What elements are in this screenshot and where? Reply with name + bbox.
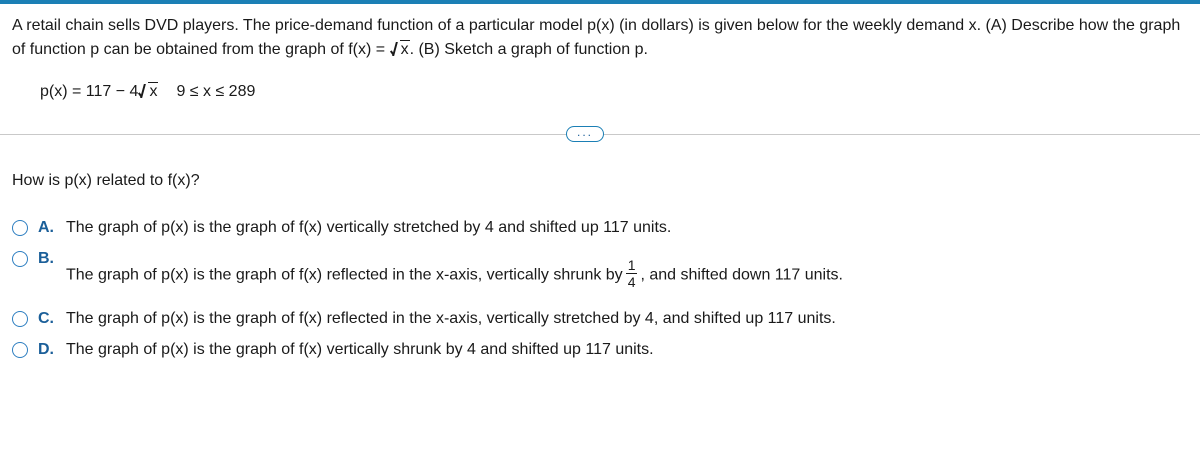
radio-option-a[interactable] xyxy=(12,220,28,236)
formula-radical-sign xyxy=(141,84,146,98)
option-b-text-part2: , and shifted down 117 units. xyxy=(640,266,843,284)
option-a-text: The graph of p(x) is the graph of f(x) vertically stretched by 4 and shifted up 117 units. xyxy=(66,219,672,236)
radio-option-b[interactable] xyxy=(12,251,28,267)
question-text-part1: A retail chain sells DVD players. The price-demand function of a particular model p(x) (in dollars) is given below for the weekly demand x. (A) Describe how the graph of function p can be obtained from the graph of f(x) = xyxy=(12,17,1181,58)
sqrt-expression xyxy=(391,38,410,62)
ellipsis-icon: ... xyxy=(576,125,593,139)
formula-radicand: x xyxy=(149,83,158,100)
top-accent-bar xyxy=(0,0,1200,4)
fraction-one-fourth xyxy=(626,257,638,290)
option-d-letter: D. xyxy=(38,341,54,358)
show-more-button[interactable] xyxy=(566,126,604,142)
question-text xyxy=(12,14,1192,62)
formula-domain: 9 ≤ x ≤ 289 xyxy=(176,83,256,100)
option-a-letter: A. xyxy=(38,219,54,236)
fraction-numerator: 1 xyxy=(627,257,636,273)
formula-lhs: p(x) = 117 − 4 xyxy=(40,83,139,100)
option-d-text: The graph of p(x) is the graph of f(x) vertically shrunk by 4 and shifted up 117 units. xyxy=(66,341,654,358)
question-prompt: How is p(x) related to f(x)? xyxy=(12,172,200,189)
option-a[interactable] xyxy=(12,218,1112,238)
question-text-part2: . (B) Sketch a graph of function p. xyxy=(409,41,648,58)
radical-sign xyxy=(392,42,397,56)
formula-sqrt xyxy=(139,80,158,104)
option-c-letter: C. xyxy=(38,310,54,327)
option-d[interactable] xyxy=(12,340,1112,360)
radio-option-c[interactable] xyxy=(12,311,28,327)
sqrt-radicand: x xyxy=(400,41,409,58)
option-b-text-part1: The graph of p(x) is the graph of f(x) reflected in the x-axis, vertically shrunk by xyxy=(66,266,623,284)
option-c-text: The graph of p(x) is the graph of f(x) reflected in the x-axis, vertically stretched by 4, and shifted up 117 units. xyxy=(66,310,836,327)
fraction-denominator: 4 xyxy=(627,274,636,290)
option-b-letter: B. xyxy=(38,250,54,267)
option-c[interactable] xyxy=(12,309,1112,329)
price-demand-formula xyxy=(40,80,255,104)
radio-option-d[interactable] xyxy=(12,342,28,358)
option-b[interactable] xyxy=(12,249,1112,293)
option-b-text xyxy=(66,259,843,292)
